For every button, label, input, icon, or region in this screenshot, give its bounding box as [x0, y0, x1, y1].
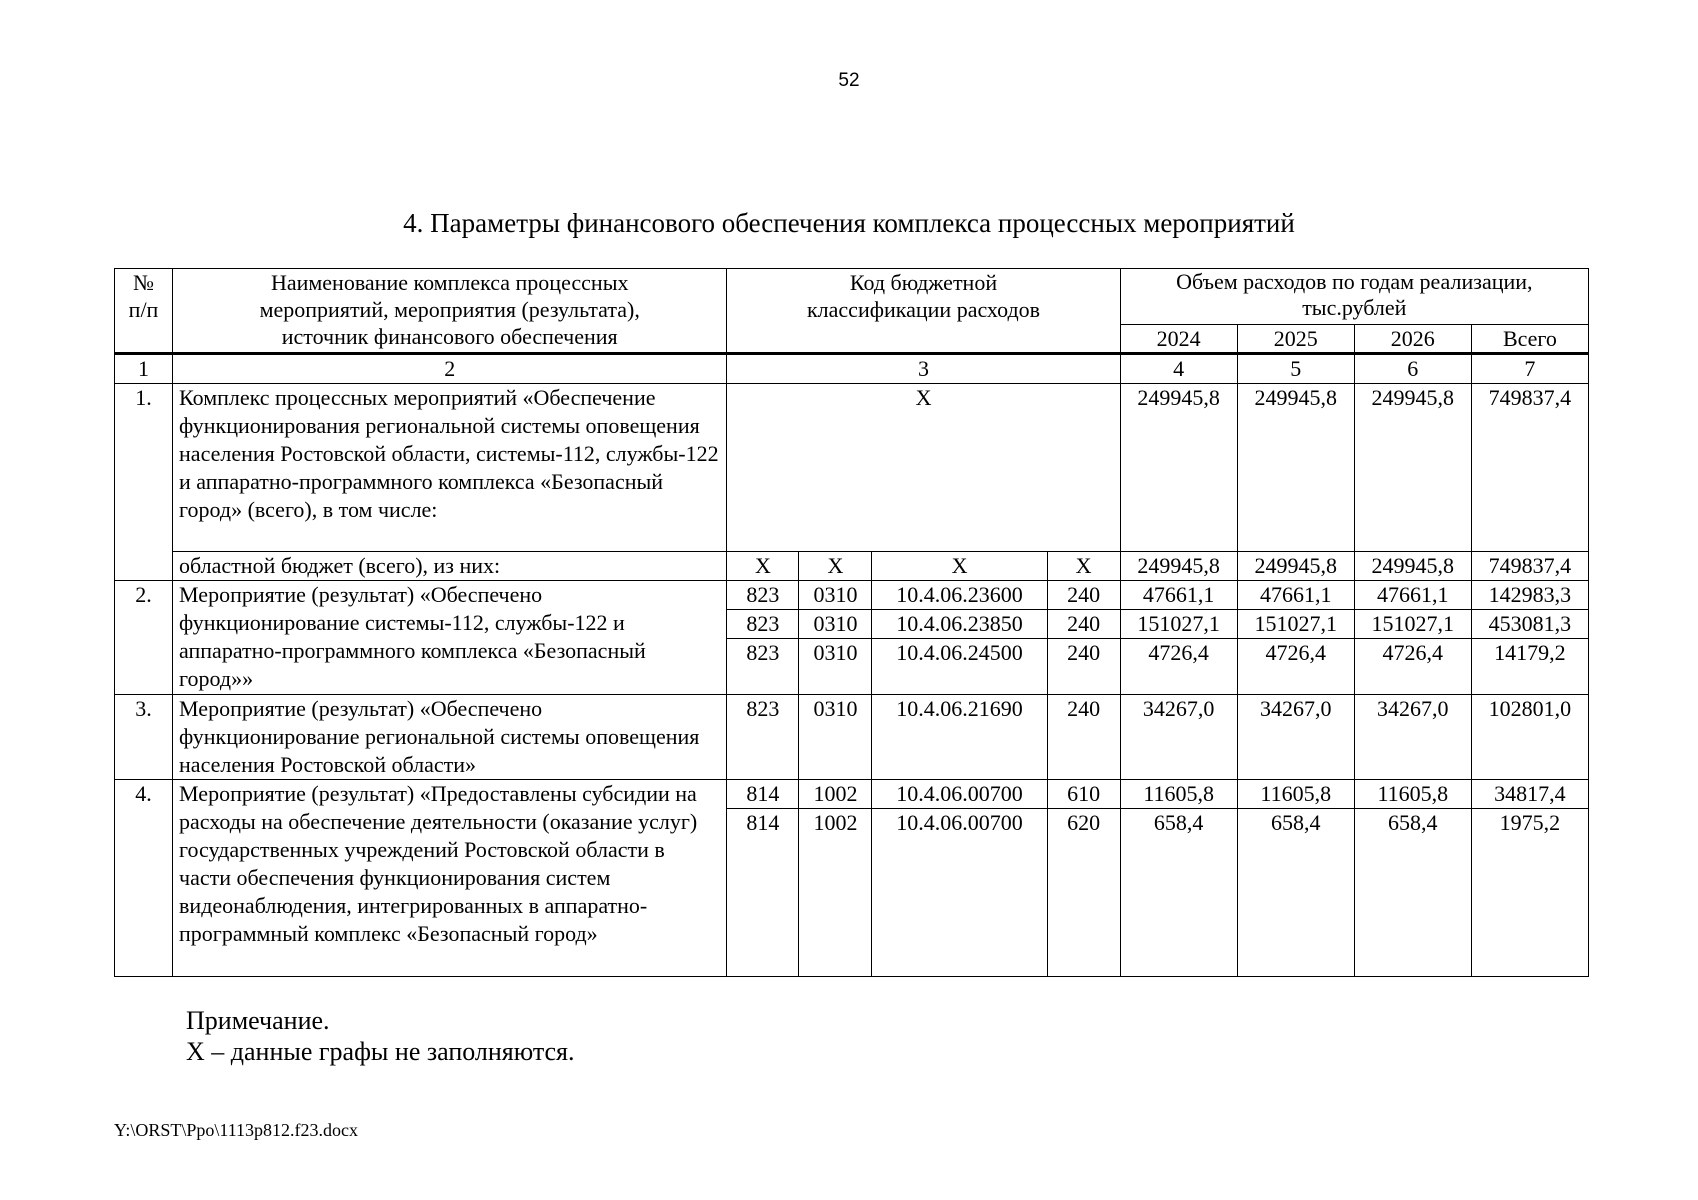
row-value-2025: 658,4: [1237, 809, 1354, 977]
row-name: Мероприятие (результат) «Обеспечено функционирование системы-112, службы-122 и аппаратно-программного комплекса «Безопасный город»»: [173, 581, 727, 695]
header-2025: 2025: [1237, 325, 1354, 354]
table-row: [115, 552, 1589, 581]
row-name: областной бюджет (всего), из них:: [173, 552, 727, 581]
row-value-2025: 4726,4: [1237, 639, 1354, 695]
row-value-2024: 658,4: [1120, 809, 1237, 977]
row-value-2026: 47661,1: [1354, 581, 1471, 610]
row-value-2024: 47661,1: [1120, 581, 1237, 610]
col-number-3: 3: [727, 354, 1120, 384]
table-row: [115, 695, 1589, 780]
row-value-total: 34817,4: [1471, 780, 1588, 809]
row-code-gl: 823: [727, 581, 799, 610]
header-2026: 2026: [1354, 325, 1471, 354]
note-title: Примечание.: [186, 1006, 330, 1035]
row-value-2025: 249945,8: [1237, 552, 1354, 581]
row-name: Комплекс процессных мероприятий «Обеспечение функционирования региональной системы оповещения населения Ростовской области, системы-112, службы-122 и аппаратно-программного комплекса «Безопасный город» (всего), в том числе:: [173, 384, 727, 552]
col-number-5: 5: [1237, 354, 1354, 384]
row-code-gl: Х: [727, 552, 799, 581]
row-code-target: 10.4.06.21690: [872, 695, 1047, 780]
row-value-2025: 151027,1: [1237, 610, 1354, 639]
row-code-target: 10.4.06.24500: [872, 639, 1047, 695]
header-num: № п/п: [115, 269, 173, 354]
row-value-2024: 34267,0: [1120, 695, 1237, 780]
page-number: 52: [838, 70, 860, 91]
row-code-type: 240: [1047, 695, 1120, 780]
row-num: 4.: [115, 780, 173, 977]
row-value-2025: 249945,8: [1237, 384, 1354, 552]
row-value-2024: 249945,8: [1120, 552, 1237, 581]
row-code-type: 620: [1047, 809, 1120, 977]
row-value-total: 749837,4: [1471, 552, 1588, 581]
row-code-type: 610: [1047, 780, 1120, 809]
header-name: Наименование комплекса процессных мероприятий, мероприятия (результата), источник финансового обеспечения: [173, 269, 727, 354]
financing-table: [114, 268, 1589, 977]
row-value-total: 102801,0: [1471, 695, 1588, 780]
row-value-2026: 658,4: [1354, 809, 1471, 977]
row-num: 2.: [115, 581, 173, 695]
row-value-total: 453081,3: [1471, 610, 1588, 639]
row-value-2026: 4726,4: [1354, 639, 1471, 695]
row-value-2025: 47661,1: [1237, 581, 1354, 610]
row-value-2024: 249945,8: [1120, 384, 1237, 552]
row-code-section: 0310: [799, 581, 872, 610]
row-code-section: 0310: [799, 610, 872, 639]
row-name: Мероприятие (результат) «Обеспечено функционирование региональной системы оповещения населения Ростовской области»: [173, 695, 727, 780]
col-number-6: 6: [1354, 354, 1471, 384]
header-code: Код бюджетной классификации расходов: [727, 269, 1120, 354]
row-code-type: 240: [1047, 610, 1120, 639]
row-code-gl: 823: [727, 695, 799, 780]
row-code-type: 240: [1047, 581, 1120, 610]
row-code: Х: [727, 384, 1120, 552]
col-number-1: 1: [115, 354, 173, 384]
row-value-2025: 34267,0: [1237, 695, 1354, 780]
row-code-type: Х: [1047, 552, 1120, 581]
note-text: Х – данные графы не заполняются.: [186, 1037, 575, 1066]
row-code-section: Х: [799, 552, 872, 581]
row-code-target: 10.4.06.23600: [872, 581, 1047, 610]
row-num: 1.: [115, 384, 173, 581]
row-value-total: 1975,2: [1471, 809, 1588, 977]
row-value-2026: 151027,1: [1354, 610, 1471, 639]
row-value-2025: 11605,8: [1237, 780, 1354, 809]
col-number-2: 2: [173, 354, 727, 384]
col-number-4: 4: [1120, 354, 1237, 384]
row-code-target: Х: [872, 552, 1047, 581]
row-value-total: 142983,3: [1471, 581, 1588, 610]
row-value-2024: 11605,8: [1120, 780, 1237, 809]
header-2024: 2024: [1120, 325, 1237, 354]
row-code-section: 0310: [799, 639, 872, 695]
row-value-2026: 249945,8: [1354, 384, 1471, 552]
row-code-type: 240: [1047, 639, 1120, 695]
row-value-total: 14179,2: [1471, 639, 1588, 695]
row-code-gl: 814: [727, 809, 799, 977]
column-numbers-row: [115, 354, 1589, 384]
row-code-section: 0310: [799, 695, 872, 780]
row-value-2026: 34267,0: [1354, 695, 1471, 780]
row-name: Мероприятие (результат) «Предоставлены субсидии на расходы на обеспечение деятельности (оказание услуг) государственных учреждений Ростовской области в части обеспечения функционирования систем видеонаблюдения, интегрированных в аппаратно-программный комплекс «Безопасный город»: [173, 780, 727, 977]
row-value-2026: 249945,8: [1354, 552, 1471, 581]
row-code-target: 10.4.06.00700: [872, 780, 1047, 809]
section-title: 4. Параметры финансового обеспечения комплекса процессных мероприятий: [403, 208, 1295, 238]
file-path: Y:\ORST\Ppo\1113p812.f23.docx: [114, 1120, 359, 1140]
row-value-2024: 4726,4: [1120, 639, 1237, 695]
row-code-gl: 814: [727, 780, 799, 809]
row-code-target: 10.4.06.00700: [872, 809, 1047, 977]
header-total: Всего: [1471, 325, 1588, 354]
row-value-2024: 151027,1: [1120, 610, 1237, 639]
row-value-total: 749837,4: [1471, 384, 1588, 552]
note: [186, 1005, 575, 1067]
row-code-section: 1002: [799, 780, 872, 809]
table-row: [115, 581, 1589, 610]
row-num: 3.: [115, 695, 173, 780]
row-code-target: 10.4.06.23850: [872, 610, 1047, 639]
col-number-7: 7: [1471, 354, 1588, 384]
row-value-2026: 11605,8: [1354, 780, 1471, 809]
table-row: [115, 384, 1589, 552]
header-volume: Объем расходов по годам реализации, тыс.рублей: [1120, 269, 1588, 325]
table-row: [115, 780, 1589, 809]
row-code-gl: 823: [727, 610, 799, 639]
row-code-section: 1002: [799, 809, 872, 977]
row-code-gl: 823: [727, 639, 799, 695]
